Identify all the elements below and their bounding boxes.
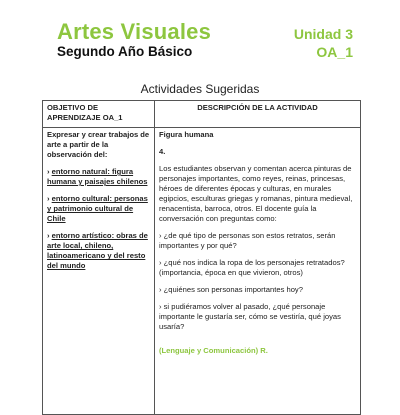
page-subtitle: Segundo Año Básico: [57, 44, 193, 59]
objective-column-header: OBJETIVO DE APRENDIZAJE OA_1: [43, 101, 155, 128]
objective-item: [47, 231, 150, 271]
activity-question: › ¿quiénes son personas importantes hoy?: [159, 285, 303, 295]
objective-item-label: entorno natural: figura humana y paisajes chilenos: [47, 167, 148, 187]
table-row: [43, 128, 361, 415]
objective-cell: [43, 128, 155, 415]
section-title: Actividades Sugeridas: [140, 82, 260, 96]
description-column-header: DESCRIPCIÓN DE LA ACTIVIDAD: [155, 101, 361, 128]
bullet-marker: ›: [47, 167, 50, 177]
activity-question: › ¿de qué tipo de personas son estos retratos, serán importantes y por qué?: [159, 231, 336, 251]
page-header: [0, 0, 400, 70]
objective-item: [47, 194, 150, 224]
objective-item: [47, 167, 150, 187]
page-title: Artes Visuales: [57, 19, 212, 44]
cross-curricular-note: (Lenguaje y Comunicación) R.: [159, 346, 268, 356]
objective-item-label: entorno cultural: personas y patrimonio cultural de Chile: [47, 194, 148, 224]
activity-intro: Los estudiantes observan y comentan acerca pinturas de personajes importantes, como reyes, reinas, princesas, héroes de diferentes épocas y culturas, en murales egipcios, esculturas griegas y romanas, pintura medieval, renacentista, barroca, otros. El docente guía la conversación con preguntas como:: [159, 164, 353, 224]
objective-intro: Expresar y crear trabajos de arte a partir de la observación del:: [47, 130, 150, 160]
activity-question: › ¿qué nos indica la ropa de los personajes retratados? (importancia, época en que vivieron, otros): [159, 258, 345, 278]
bullet-marker: ›: [47, 231, 50, 241]
objective-item-label: entorno artístico: obras de arte local, chileno, latinoamericano y del resto del mundo: [47, 231, 148, 271]
oa-label: OA_1: [316, 44, 353, 60]
table-header-row: [43, 101, 361, 128]
activity-question: › si pudiéramos volver al pasado, ¿qué personaje importante le gustaría ser, cómo se vestiría, qué joyas usaría?: [159, 302, 341, 332]
bullet-marker: ›: [47, 194, 50, 204]
activity-table: [42, 100, 361, 415]
description-cell: [155, 128, 361, 415]
unit-label: Unidad 3: [293, 26, 353, 42]
activity-title: Figura humana: [159, 130, 214, 139]
activity-number: 4.: [159, 147, 166, 157]
